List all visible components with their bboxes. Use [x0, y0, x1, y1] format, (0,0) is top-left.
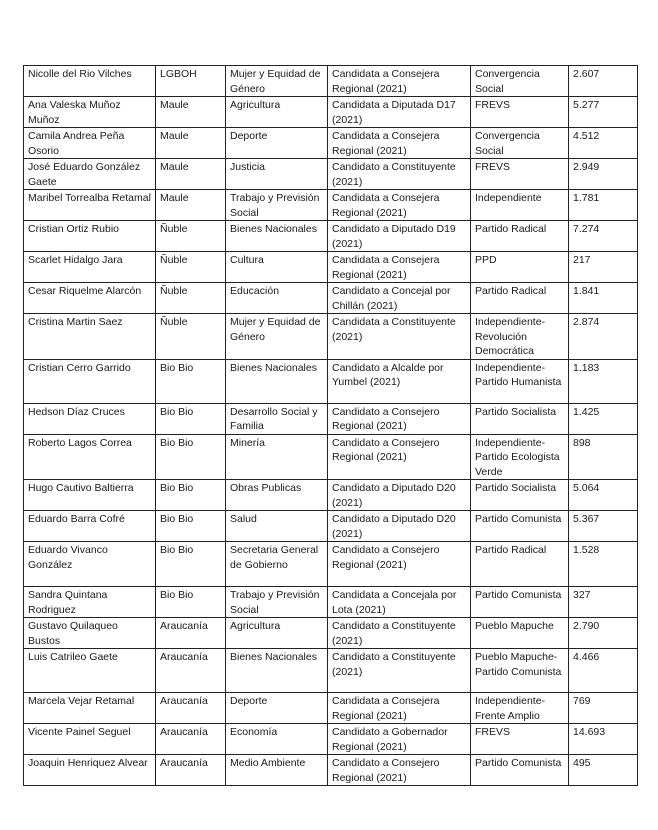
candidacy-cell: Candidata a Consejera Regional (2021): [328, 693, 471, 724]
table-row: [24, 511, 638, 542]
candidate-name-cell: Cesar Riquelme Alarcón: [24, 283, 156, 314]
ministry-cell: Cultura: [226, 252, 328, 283]
votes-cell: 898: [569, 434, 638, 480]
table-row: [24, 434, 638, 480]
region-cell: Maule: [156, 159, 226, 190]
table-row: [24, 542, 638, 587]
region-cell: Araucanía: [156, 724, 226, 755]
party-cell: Independiente-Frente Amplio: [471, 693, 569, 724]
ministry-cell: Bienes Nacionales: [226, 359, 328, 403]
candidate-name-cell: Joaquin Henriquez Alvear: [24, 755, 156, 786]
party-cell: Independiente-Partido Humanista: [471, 359, 569, 403]
votes-cell: 2.607: [569, 66, 638, 97]
region-cell: LGBOH: [156, 66, 226, 97]
party-cell: Pueblo Mapuche-Partido Comunista: [471, 649, 569, 693]
votes-cell: 7.274: [569, 221, 638, 252]
votes-cell: 327: [569, 587, 638, 618]
ministry-cell: Minería: [226, 434, 328, 480]
candidacy-cell: Candidato a Consejero Regional (2021): [328, 403, 471, 434]
votes-cell: 2.874: [569, 314, 638, 360]
ministry-cell: Secretaria General de Gobierno: [226, 542, 328, 587]
table-row: [24, 283, 638, 314]
region-cell: Araucanía: [156, 693, 226, 724]
candidate-name-cell: Hugo Cautivo Baltierra: [24, 480, 156, 511]
candidacy-cell: Candidato a Concejal por Chillán (2021): [328, 283, 471, 314]
region-cell: Bio Bio: [156, 480, 226, 511]
candidacy-cell: Candidato a Constituyente (2021): [328, 618, 471, 649]
candidacy-cell: Candidata a Constituyente (2021): [328, 314, 471, 360]
candidate-name-cell: Roberto Lagos Correa: [24, 434, 156, 480]
party-cell: Partido Comunista: [471, 755, 569, 786]
table-row: [24, 403, 638, 434]
region-cell: Maule: [156, 128, 226, 159]
candidate-name-cell: Gustavo Quilaqueo Bustos: [24, 618, 156, 649]
candidate-name-cell: Ana Valeska Muñoz Muñoz: [24, 97, 156, 128]
candidate-name-cell: Vicente Painel Seguel: [24, 724, 156, 755]
region-cell: Araucanía: [156, 649, 226, 693]
votes-cell: 495: [569, 755, 638, 786]
ministry-cell: Mujer y Equidad de Género: [226, 314, 328, 360]
ministry-cell: Trabajo y Previsión Social: [226, 190, 328, 221]
party-cell: Partido Comunista: [471, 587, 569, 618]
votes-cell: 2.949: [569, 159, 638, 190]
candidacy-cell: Candidata a Consejera Regional (2021): [328, 66, 471, 97]
party-cell: FREVS: [471, 724, 569, 755]
votes-cell: 2.790: [569, 618, 638, 649]
party-cell: Partido Radical: [471, 221, 569, 252]
ministry-cell: Economía: [226, 724, 328, 755]
votes-cell: 1.781: [569, 190, 638, 221]
party-cell: FREVS: [471, 97, 569, 128]
candidate-name-cell: Camila Andrea Peña Osorio: [24, 128, 156, 159]
region-cell: Ñuble: [156, 283, 226, 314]
candidate-name-cell: Luis Catrileo Gaete: [24, 649, 156, 693]
candidacy-cell: Candidato a Consejero Regional (2021): [328, 542, 471, 587]
table-row: [24, 649, 638, 693]
region-cell: Bio Bio: [156, 359, 226, 403]
ministry-cell: Salud: [226, 511, 328, 542]
party-cell: Pueblo Mapuche: [471, 618, 569, 649]
party-cell: Partido Socialista: [471, 403, 569, 434]
region-cell: Ñuble: [156, 252, 226, 283]
table-row: [24, 314, 638, 360]
region-cell: Bio Bio: [156, 434, 226, 480]
party-cell: Convergencia Social: [471, 66, 569, 97]
candidacy-cell: Candidato a Consejero Regional (2021): [328, 755, 471, 786]
region-cell: Bio Bio: [156, 403, 226, 434]
region-cell: Bio Bio: [156, 587, 226, 618]
candidate-name-cell: Sandra Quintana Rodriguez: [24, 587, 156, 618]
ministry-cell: Mujer y Equidad de Género: [226, 66, 328, 97]
votes-cell: 1.425: [569, 403, 638, 434]
region-cell: Maule: [156, 97, 226, 128]
party-cell: Partido Radical: [471, 542, 569, 587]
votes-cell: 4.466: [569, 649, 638, 693]
ministry-cell: Agricultura: [226, 97, 328, 128]
votes-cell: 1.528: [569, 542, 638, 587]
table-row: [24, 97, 638, 128]
party-cell: Independiente: [471, 190, 569, 221]
table-row: [24, 252, 638, 283]
candidacy-cell: Candidata a Consejera Regional (2021): [328, 190, 471, 221]
candidacy-cell: Candidato a Gobernador Regional (2021): [328, 724, 471, 755]
table-row: [24, 159, 638, 190]
party-cell: PPD: [471, 252, 569, 283]
party-cell: Partido Comunista: [471, 511, 569, 542]
candidacy-cell: Candidato a Constituyente (2021): [328, 649, 471, 693]
ministry-cell: Bienes Nacionales: [226, 221, 328, 252]
candidate-name-cell: Marcela Vejar Retamal: [24, 693, 156, 724]
candidate-name-cell: Eduardo Barra Cofré: [24, 511, 156, 542]
ministry-cell: Educación: [226, 283, 328, 314]
candidate-name-cell: Eduardo Vivanco González: [24, 542, 156, 587]
table-row: [24, 693, 638, 724]
table-row: [24, 359, 638, 403]
candidacy-cell: Candidata a Consejera Regional (2021): [328, 128, 471, 159]
candidates-table: [23, 65, 638, 786]
candidate-name-cell: Hedson Díaz Cruces: [24, 403, 156, 434]
votes-cell: 4.512: [569, 128, 638, 159]
region-cell: Araucanía: [156, 618, 226, 649]
ministry-cell: Agricultura: [226, 618, 328, 649]
region-cell: Ñuble: [156, 314, 226, 360]
table-row: [24, 755, 638, 786]
candidacy-cell: Candidato a Consejero Regional (2021): [328, 434, 471, 480]
candidacy-cell: Candidato a Diputado D19 (2021): [328, 221, 471, 252]
table-row: [24, 190, 638, 221]
ministry-cell: Desarrollo Social y Familia: [226, 403, 328, 434]
candidate-name-cell: Cristian Cerro Garrido: [24, 359, 156, 403]
party-cell: Independiente-Partido Ecologista Verde: [471, 434, 569, 480]
table-row: [24, 587, 638, 618]
table-row: [24, 66, 638, 97]
table-row: [24, 221, 638, 252]
table-row: [24, 618, 638, 649]
party-cell: Partido Socialista: [471, 480, 569, 511]
party-cell: Convergencia Social: [471, 128, 569, 159]
candidate-name-cell: Maribel Torrealba Retamal: [24, 190, 156, 221]
candidate-name-cell: Scarlet Hidalgo Jara: [24, 252, 156, 283]
table-row: [24, 128, 638, 159]
candidate-name-cell: José Eduardo González Gaete: [24, 159, 156, 190]
party-cell: Independiente-Revolución Democrática: [471, 314, 569, 360]
table-row: [24, 724, 638, 755]
ministry-cell: Bienes Nacionales: [226, 649, 328, 693]
ministry-cell: Medio Ambiente: [226, 755, 328, 786]
candidacy-cell: Candidata a Concejala por Lota (2021): [328, 587, 471, 618]
votes-cell: 5.064: [569, 480, 638, 511]
candidate-name-cell: Nicolle del Rio Vilches: [24, 66, 156, 97]
votes-cell: 14.693: [569, 724, 638, 755]
table-row: [24, 480, 638, 511]
candidacy-cell: Candidato a Constituyente (2021): [328, 159, 471, 190]
region-cell: Bio Bio: [156, 511, 226, 542]
candidacy-cell: Candidato a Diputado D20 (2021): [328, 480, 471, 511]
ministry-cell: Deporte: [226, 693, 328, 724]
votes-cell: 217: [569, 252, 638, 283]
candidacy-cell: Candidato a Alcalde por Yumbel (2021): [328, 359, 471, 403]
region-cell: Maule: [156, 190, 226, 221]
candidates-table-body: [24, 66, 638, 786]
party-cell: Partido Radical: [471, 283, 569, 314]
votes-cell: 1.841: [569, 283, 638, 314]
ministry-cell: Justicia: [226, 159, 328, 190]
votes-cell: 1.183: [569, 359, 638, 403]
candidate-name-cell: Cristian Ortiz Rubio: [24, 221, 156, 252]
candidacy-cell: Candidata a Diputada D17 (2021): [328, 97, 471, 128]
party-cell: FREVS: [471, 159, 569, 190]
ministry-cell: Obras Publicas: [226, 480, 328, 511]
candidate-name-cell: Cristina Martin Saez: [24, 314, 156, 360]
candidacy-cell: Candidata a Consejera Regional (2021): [328, 252, 471, 283]
region-cell: Araucanía: [156, 755, 226, 786]
region-cell: Bio Bio: [156, 542, 226, 587]
votes-cell: 5.367: [569, 511, 638, 542]
votes-cell: 769: [569, 693, 638, 724]
candidacy-cell: Candidato a Diputado D20 (2021): [328, 511, 471, 542]
region-cell: Ñuble: [156, 221, 226, 252]
votes-cell: 5.277: [569, 97, 638, 128]
ministry-cell: Deporte: [226, 128, 328, 159]
ministry-cell: Trabajo y Previsión Social: [226, 587, 328, 618]
